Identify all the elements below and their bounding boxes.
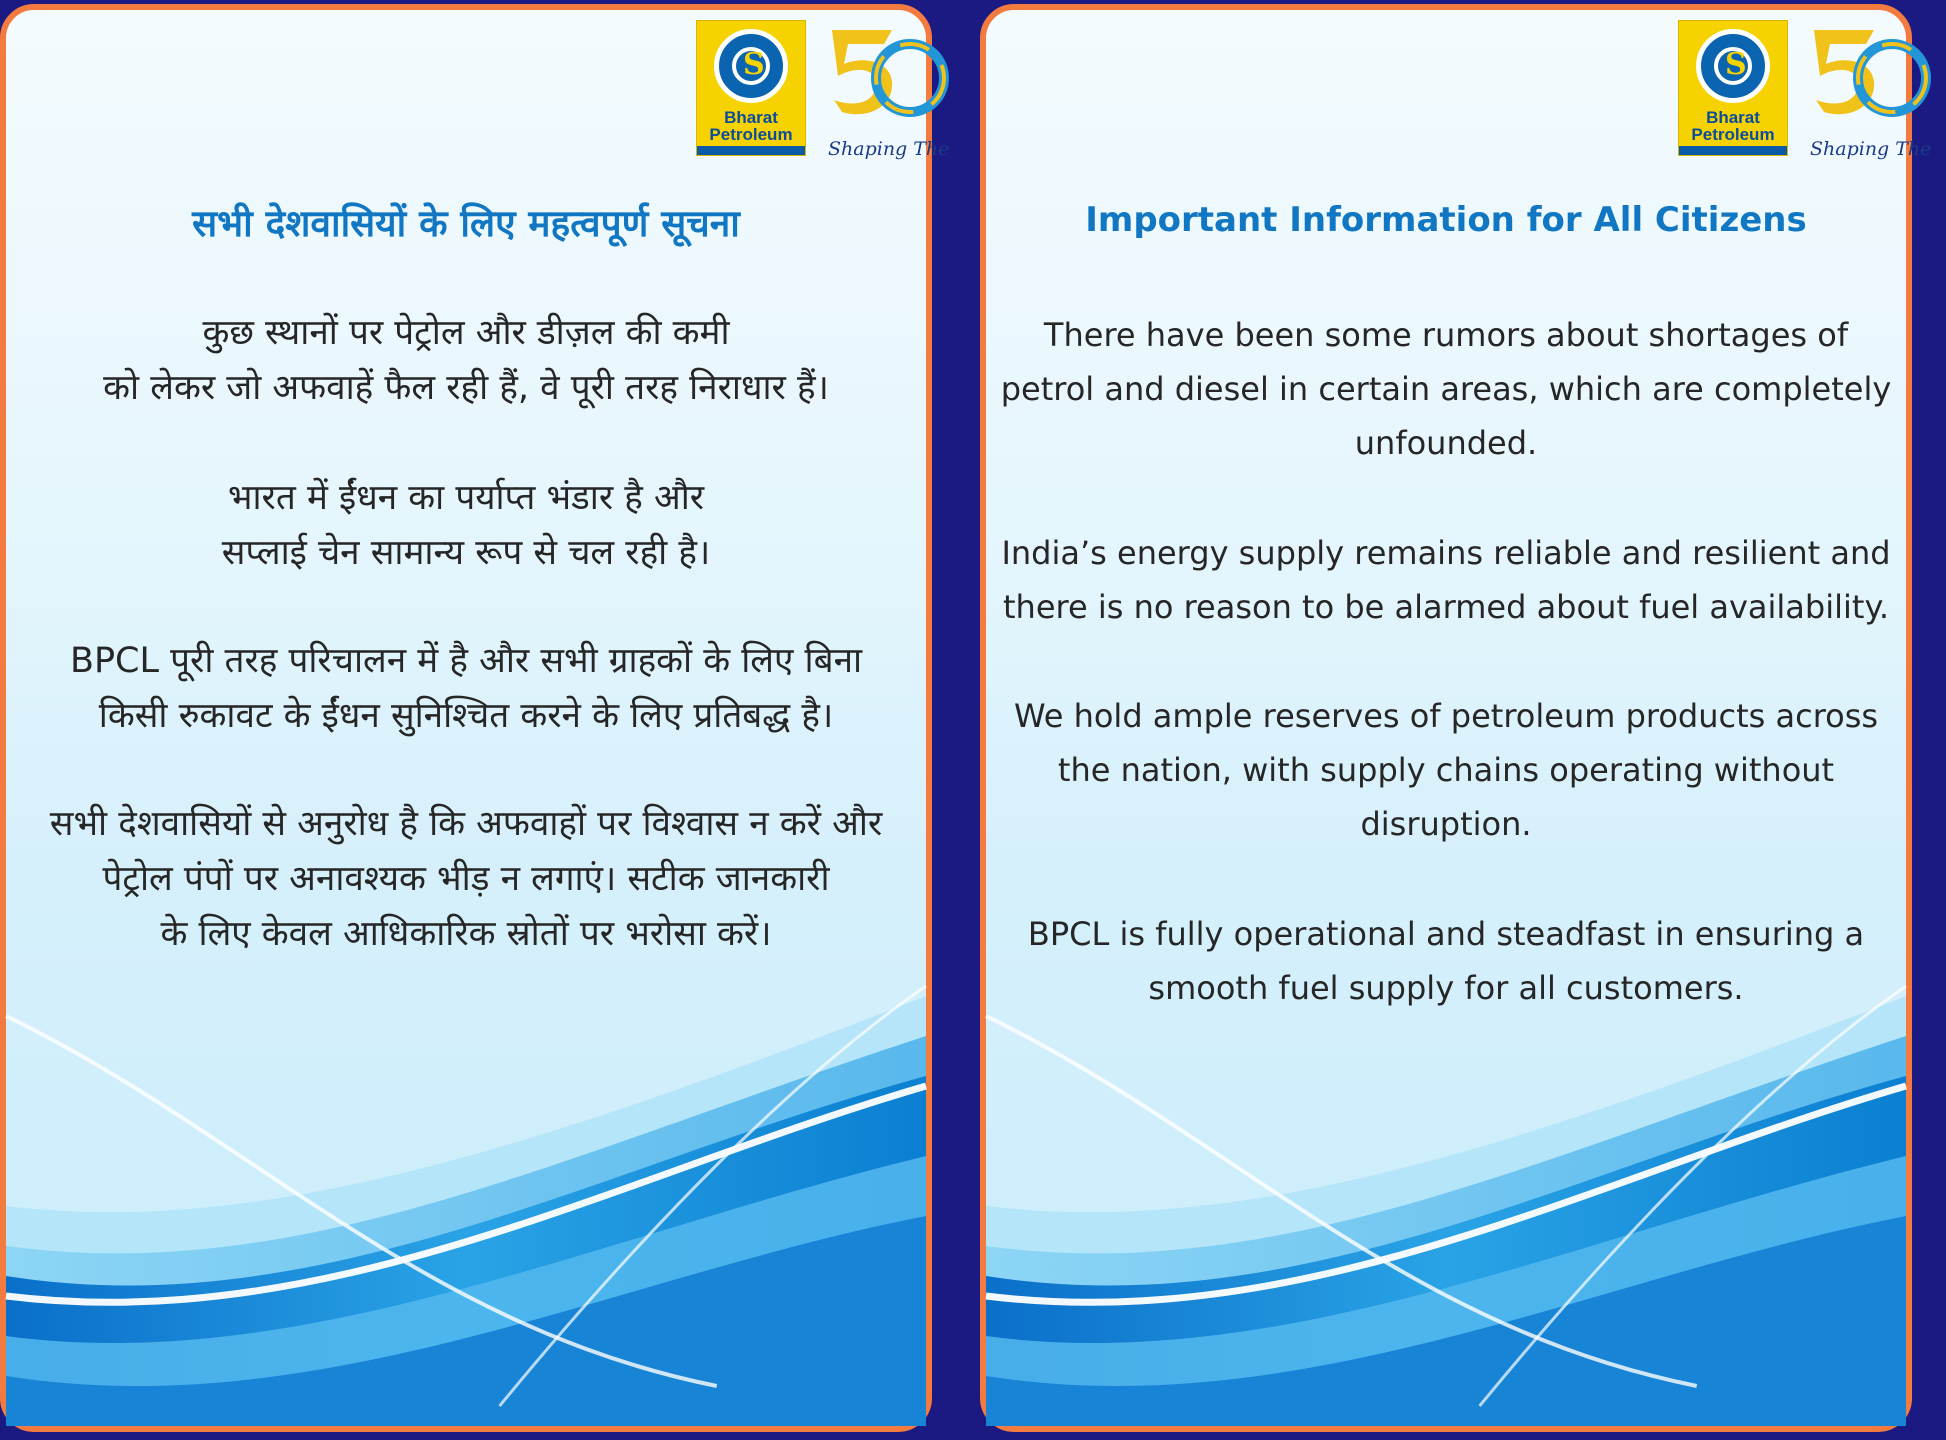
anniversary-logo [1804, 20, 1924, 130]
paragraph-reserves: We hold ample reserves of petroleum products across the nation, with supply chains operating without disruption. [1013, 697, 1879, 843]
bharat-petroleum-logo: S Bharat Petroleum [696, 20, 806, 156]
paragraph-rumors: There have been some rumors about shortages of petrol and diesel in certain areas, which are completely unfounded. [1000, 316, 1892, 462]
anniversary-logo [822, 20, 942, 130]
brand-tagline: Shaping The [828, 138, 950, 160]
english-notice-card [980, 4, 1932, 1432]
paragraph-request: सभी देशवासियों से अनुरोध है कि अफवाहों पर विश्वास न करें और पेट्रोल पंपों पर अनावश्यक भीड़ न लगाएं। सटीक जानकारी के लिए केवल आधिकारिक स्रोतों पर भरोसा करें। [49, 804, 883, 954]
brand-tagline: Shaping The [1810, 138, 1932, 160]
paragraph-bpcl: BPCL पूरी तरह परिचालन में है और सभी ग्राहकों के लिए बिना किसी रुकावट के ईंधन सुनिश्चित करने के लिए प्रतिबद्ध है। [69, 641, 863, 736]
page-title: Important Information for All Citizens [1085, 200, 1807, 240]
paragraph-reserves: भारत में ईंधन का पर्याप्त भंडार है और सप्लाई चेन सामान्य रूप से चल रही है। [221, 478, 711, 573]
wave-decoration [6, 906, 926, 1426]
paragraph-energy-supply: India’s energy supply remains reliable and resilient and there is no reason to be alarmed about fuel availability. [1001, 534, 1891, 626]
paragraph-rumors: कुछ स्थानों पर पेट्रोल और डीज़ल की कमी को लेकर जो अफवाहें फैल रही हैं, वे पूरी तरह निराधार हैं। [103, 313, 829, 408]
hindi-notice-card [0, 4, 950, 1432]
paragraph-bpcl: BPCL is fully operational and steadfast in ensuring a smooth fuel supply for all customers. [1027, 915, 1865, 1007]
bharat-petroleum-logo: S Bharat Petroleum [1678, 20, 1788, 156]
page-title: सभी देशवासियों के लिए महत्वपूर्ण सूचना [192, 202, 740, 245]
